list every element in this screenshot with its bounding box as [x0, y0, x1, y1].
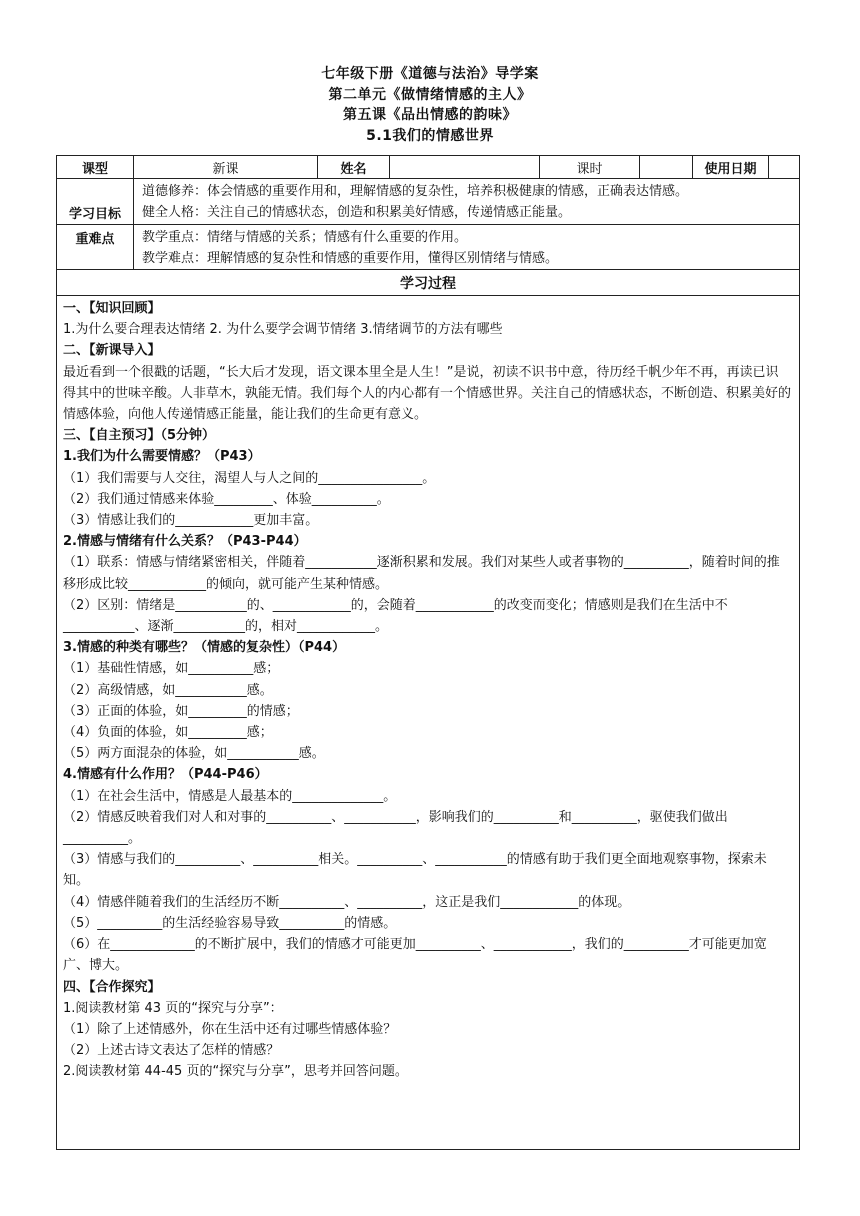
text-line: （2）区别：情绪是___________的、____________的，会随着____________的改变而变化；情感则是我们在生活中不___________、逐渐___________的，相对____________。	[63, 597, 728, 635]
document-headings	[0, 64, 860, 146]
text-line: （3）情感让我们的____________更加丰富。	[63, 513, 319, 529]
text-line: （2）情感反映着我们对人和对事的__________、___________，影响我们的__________和__________，驱使我们做出__________。	[63, 809, 728, 847]
date-value[interactable]	[769, 156, 799, 178]
question-heading: 2.情感与情绪有什么关系？（P43-P44）	[63, 534, 307, 550]
text-line: （1）联系：情感与情绪紧密相关，伴随着___________逐渐积累和发展。我们对某些人或者事物的__________，随着时间的推移形成比较____________的倾向，就可能产生某种情感。	[63, 555, 780, 592]
section-title: 5.1我们的情感世界	[366, 127, 494, 144]
text-line: 1.阅读教材第 43 页的“探究与分享”：	[63, 1000, 283, 1016]
doc-title: 七年级下册《道德与法治》导学案	[321, 66, 539, 82]
text-line: （1）基础性情感，如__________感；	[63, 661, 280, 677]
info-row	[57, 156, 799, 179]
text-line: （1）我们需要与人交往，渴望人与人之间的________________。	[63, 470, 436, 486]
text-line: （5）两方面混杂的体验，如___________感。	[63, 746, 325, 762]
text-line: 最近看到一个很戳的话题，“长大后才发现，语文课本里全是人生！”是说，初读不识书中意，待历经千帆少年不再，再读已识得其中的世味辛酸。人非草木，孰能无情。我们每个人的内心都有一个情感世界。关注自己的情感状态，不断创造、积累美好的情感体验，向他人传递情感正能量，能让我们的生命更有意义。	[63, 364, 792, 423]
question-heading: 1.我们为什么需要情感？（P43）	[63, 449, 261, 465]
section-heading: 四、【合作探究】	[63, 979, 161, 995]
process-row	[57, 296, 799, 1149]
text-line: （4）情感伴随着我们的生活经历不断__________、__________，这正是我们____________的体现。	[63, 894, 631, 910]
text-line: （4）负面的体验，如_________感；	[63, 725, 273, 741]
text-line: （1）在社会生活中，情感是人最基本的______________。	[63, 788, 397, 804]
period-label: 课时	[540, 156, 640, 178]
text-line: （6）在_____________的不断扩展中，我们的情感才可能更加__________、____________，我们的__________才可能更加宽广、博大。	[63, 937, 767, 974]
period-value[interactable]	[640, 156, 693, 178]
type-value: 新课	[134, 156, 318, 178]
focus-line: 教学重点：情绪与情感的关系；情感有什么重要的作用。	[142, 230, 468, 245]
goals-content	[134, 179, 799, 224]
goals-label: 学习目标	[57, 179, 134, 224]
unit-title: 第二单元《做情绪情感的主人》	[328, 86, 532, 103]
study-sheet-table	[56, 155, 800, 1150]
date-label: 使用日期	[693, 156, 769, 178]
focus-row	[57, 225, 799, 270]
section-heading: 二、【新课导入】	[63, 343, 161, 359]
text-line: （3）正面的体验，如_________的情感；	[63, 703, 299, 719]
focus-line: 教学难点：理解情感的复杂性和情感的重要作用，懂得区别情绪与情感。	[142, 251, 559, 266]
name-value[interactable]	[390, 156, 540, 178]
goal-line: 健全人格：关注自己的情感状态，创造和积累美好情感，传递情感正能量。	[142, 205, 572, 220]
question-heading: 3.情感的种类有哪些？（情感的复杂性）（P44）	[63, 640, 346, 656]
process-content	[57, 296, 799, 1149]
goals-row	[57, 179, 799, 225]
text-line: （1）除了上述情感外，你在生活中还有过哪些情感体验？	[63, 1021, 397, 1037]
text-line: （2）上述古诗文表达了怎样的情感？	[63, 1043, 280, 1059]
goal-line: 道德修养：体会情感的重要作用和，理解情感的复杂性，培养积极健康的情感，正确表达情感。	[142, 184, 689, 199]
question-heading: 4.情感有什么作用？（P44-P46）	[63, 767, 268, 783]
text-line: （3）情感与我们的__________、__________相关。__________、___________的情感有助于我们更全面地观察事物，探索未知。	[63, 852, 767, 889]
section-heading: 三、【自主预习】（5分钟）	[63, 428, 216, 444]
text-line: （5）__________的生活经验容易导致__________的情感。	[63, 915, 397, 931]
process-title: 学习过程	[400, 275, 456, 292]
type-label: 课型	[57, 156, 134, 178]
name-label: 姓名	[318, 156, 390, 178]
section-heading: 一、【知识回顾】	[63, 301, 161, 316]
lesson-title: 第五课《品出情感的韵味》	[343, 107, 517, 123]
process-title-row	[57, 270, 799, 296]
text-line: （2）我们通过情感来体验_________、体验__________。	[63, 491, 390, 507]
text-line: （2）高级情感，如___________感。	[63, 682, 273, 698]
focus-content	[134, 225, 799, 269]
focus-label: 重难点	[57, 225, 134, 269]
text-line: 1.为什么要合理表达情绪 2. 为什么要学会调节情绪 3.情绪调节的方法有哪些	[63, 322, 503, 338]
text-line: 2.阅读教材第 44-45 页的“探究与分享”，思考并回答问题。	[63, 1064, 408, 1080]
